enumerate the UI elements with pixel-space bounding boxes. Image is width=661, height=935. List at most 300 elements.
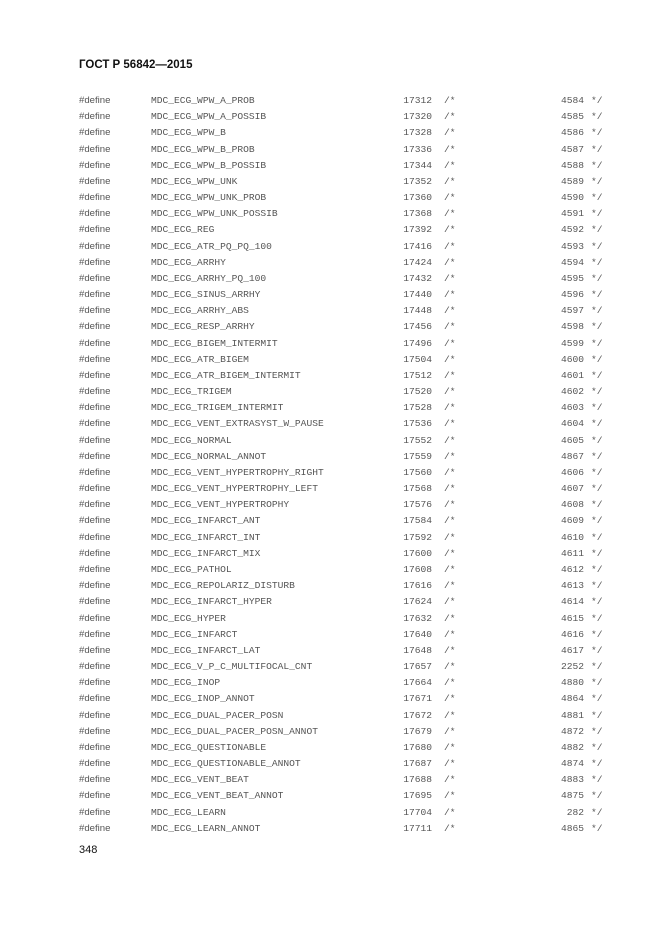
comment-number: 4872	[560, 725, 584, 737]
comment-open: /*	[444, 612, 456, 624]
constant-code: 17608	[403, 563, 432, 575]
constant-name: MDC_ECG_WPW_B_PROB	[151, 143, 255, 155]
define-row	[0, 661, 661, 677]
define-row	[0, 726, 661, 742]
define-row	[0, 111, 661, 127]
define-row	[0, 483, 661, 499]
comment-open: /*	[444, 305, 456, 317]
define-list	[0, 95, 661, 839]
comment-close: */	[591, 661, 603, 673]
constant-name: MDC_ECG_ATR_BIGEM_INTERMIT	[151, 369, 301, 381]
comment-number: 4594	[560, 256, 584, 268]
define-row	[0, 548, 661, 564]
define-row	[0, 613, 661, 629]
define-directive: #define	[79, 143, 111, 155]
comment-number: 4595	[560, 272, 584, 284]
define-row	[0, 564, 661, 580]
constant-code: 17416	[403, 240, 432, 252]
define-row	[0, 451, 661, 467]
constant-name: MDC_ECG_LEARN	[151, 806, 226, 818]
comment-open: /*	[444, 369, 456, 381]
comment-close: */	[591, 790, 603, 802]
comment-close: */	[591, 127, 603, 139]
define-directive: #define	[79, 450, 111, 462]
comment-number: 4596	[560, 289, 584, 301]
comment-open: /*	[444, 531, 456, 543]
define-row	[0, 418, 661, 434]
comment-close: */	[591, 628, 603, 640]
define-row	[0, 192, 661, 208]
define-row	[0, 402, 661, 418]
define-row	[0, 241, 661, 257]
comment-close: */	[591, 531, 603, 543]
comment-open: /*	[444, 709, 456, 721]
comment-open: /*	[444, 240, 456, 252]
constant-name: MDC_ECG_ATR_BIGEM	[151, 353, 249, 365]
comment-number: 4864	[560, 693, 584, 705]
define-directive: #define	[79, 725, 111, 737]
define-row	[0, 354, 661, 370]
constant-name: MDC_ECG_WPW_UNK_POSSIB	[151, 208, 278, 220]
constant-name: MDC_ECG_WPW_UNK_PROB	[151, 192, 267, 204]
constant-name: MDC_ECG_REG	[151, 224, 215, 236]
define-row	[0, 532, 661, 548]
constant-name: MDC_ECG_VENT_BEAT_ANNOT	[151, 790, 284, 802]
comment-close: */	[591, 612, 603, 624]
define-row	[0, 321, 661, 337]
comment-close: */	[591, 240, 603, 252]
comment-number: 4617	[560, 644, 584, 656]
define-directive: #define	[79, 434, 111, 446]
comment-number: 4593	[560, 240, 584, 252]
define-directive: #define	[79, 547, 111, 559]
constant-code: 17448	[403, 305, 432, 317]
comment-close: */	[591, 515, 603, 527]
comment-close: */	[591, 563, 603, 575]
constant-name: MDC_ECG_QUESTIONABLE_ANNOT	[151, 758, 301, 770]
constant-code: 17624	[403, 596, 432, 608]
comment-number: 4875	[560, 790, 584, 802]
define-directive: #define	[79, 353, 111, 365]
define-row	[0, 467, 661, 483]
comment-open: /*	[444, 563, 456, 575]
constant-code: 17320	[403, 111, 432, 123]
comment-close: */	[591, 111, 603, 123]
define-directive: #define	[79, 466, 111, 478]
comment-open: /*	[444, 774, 456, 786]
define-row	[0, 224, 661, 240]
define-directive: #define	[79, 159, 111, 171]
comment-number: 4865	[560, 822, 584, 834]
define-directive: #define	[79, 822, 111, 834]
define-directive: #define	[79, 806, 111, 818]
constant-code: 17352	[403, 175, 432, 187]
comment-open: /*	[444, 661, 456, 673]
constant-name: MDC_ECG_ARRHY_PQ_100	[151, 272, 267, 284]
constant-name: MDC_ECG_SINUS_ARRHY	[151, 289, 261, 301]
constant-name: MDC_ECG_INFARCT_ANT	[151, 515, 261, 527]
constant-name: MDC_ECG_REPOLARIZ_DISTURB	[151, 580, 295, 592]
comment-open: /*	[444, 758, 456, 770]
constant-code: 17616	[403, 580, 432, 592]
comment-close: */	[591, 725, 603, 737]
comment-open: /*	[444, 466, 456, 478]
constant-name: MDC_ECG_ARRHY_ABS	[151, 305, 249, 317]
constant-name: MDC_ECG_INOP_ANNOT	[151, 693, 255, 705]
comment-open: /*	[444, 159, 456, 171]
constant-code: 17679	[403, 725, 432, 737]
comment-close: */	[591, 208, 603, 220]
comment-open: /*	[444, 111, 456, 123]
constant-code: 17687	[403, 758, 432, 770]
define-row	[0, 807, 661, 823]
comment-open: /*	[444, 192, 456, 204]
constant-name: MDC_ECG_QUESTIONABLE	[151, 741, 267, 753]
define-row	[0, 338, 661, 354]
define-directive: #define	[79, 790, 111, 802]
comment-close: */	[591, 677, 603, 689]
comment-close: */	[591, 159, 603, 171]
comment-number: 4603	[560, 402, 584, 414]
comment-number: 4590	[560, 192, 584, 204]
constant-code: 17360	[403, 192, 432, 204]
comment-number: 4606	[560, 466, 584, 478]
define-row	[0, 127, 661, 143]
comment-number: 4614	[560, 596, 584, 608]
comment-close: */	[591, 822, 603, 834]
constant-code: 17440	[403, 289, 432, 301]
comment-open: /*	[444, 725, 456, 737]
define-directive: #define	[79, 127, 111, 139]
constant-name: MDC_ECG_BIGEM_INTERMIT	[151, 337, 278, 349]
define-row	[0, 370, 661, 386]
comment-open: /*	[444, 515, 456, 527]
constant-name: MDC_ECG_PATHOL	[151, 563, 232, 575]
comment-number: 4880	[560, 677, 584, 689]
define-directive: #define	[79, 693, 111, 705]
comment-number: 4586	[560, 127, 584, 139]
comment-number: 4611	[560, 547, 584, 559]
constant-name: MDC_ECG_V_P_C_MULTIFOCAL_CNT	[151, 661, 313, 673]
constant-code: 17504	[403, 353, 432, 365]
define-directive: #define	[79, 175, 111, 187]
comment-close: */	[591, 305, 603, 317]
comment-open: /*	[444, 483, 456, 495]
comment-number: 2252	[560, 661, 584, 673]
define-directive: #define	[79, 628, 111, 640]
define-directive: #define	[79, 272, 111, 284]
define-row	[0, 758, 661, 774]
define-directive: #define	[79, 774, 111, 786]
comment-open: /*	[444, 693, 456, 705]
comment-close: */	[591, 369, 603, 381]
define-row	[0, 144, 661, 160]
comment-open: /*	[444, 224, 456, 236]
comment-number: 4588	[560, 159, 584, 171]
comment-number: 4584	[560, 95, 584, 106]
comment-open: /*	[444, 353, 456, 365]
define-row	[0, 208, 661, 224]
define-directive: #define	[79, 515, 111, 527]
constant-name: MDC_ECG_INFARCT_LAT	[151, 644, 261, 656]
constant-code: 17559	[403, 450, 432, 462]
define-row	[0, 790, 661, 806]
constant-name: MDC_ECG_INFARCT_INT	[151, 531, 261, 543]
define-row	[0, 580, 661, 596]
comment-number: 4607	[560, 483, 584, 495]
constant-code: 17688	[403, 774, 432, 786]
constant-code: 17657	[403, 661, 432, 673]
constant-code: 17695	[403, 790, 432, 802]
comment-open: /*	[444, 256, 456, 268]
comment-number: 4597	[560, 305, 584, 317]
define-row	[0, 774, 661, 790]
constant-name: MDC_ECG_NORMAL_ANNOT	[151, 450, 267, 462]
comment-close: */	[591, 272, 603, 284]
comment-number: 4599	[560, 337, 584, 349]
constant-name: MDC_ECG_VENT_HYPERTROPHY	[151, 499, 290, 511]
define-row	[0, 677, 661, 693]
define-directive: #define	[79, 661, 111, 673]
constant-code: 17528	[403, 402, 432, 414]
comment-number: 4881	[560, 709, 584, 721]
comment-close: */	[591, 580, 603, 592]
define-row	[0, 742, 661, 758]
comment-open: /*	[444, 95, 456, 106]
define-row	[0, 176, 661, 192]
define-directive: #define	[79, 499, 111, 511]
comment-number: 4608	[560, 499, 584, 511]
comment-number: 4585	[560, 111, 584, 123]
constant-name: MDC_ECG_DUAL_PACER_POSN_ANNOT	[151, 725, 318, 737]
comment-close: */	[591, 386, 603, 398]
define-directive: #define	[79, 580, 111, 592]
constant-name: MDC_ECG_WPW_B_POSSIB	[151, 159, 267, 171]
comment-close: */	[591, 644, 603, 656]
constant-name: MDC_ECG_VENT_EXTRASYST_W_PAUSE	[151, 418, 324, 430]
constant-code: 17432	[403, 272, 432, 284]
constant-code: 17456	[403, 321, 432, 333]
comment-close: */	[591, 402, 603, 414]
comment-number: 282	[566, 806, 584, 818]
comment-close: */	[591, 466, 603, 478]
define-row	[0, 257, 661, 273]
comment-open: /*	[444, 143, 456, 155]
comment-open: /*	[444, 272, 456, 284]
comment-close: */	[591, 95, 603, 106]
define-directive: #define	[79, 612, 111, 624]
constant-code: 17592	[403, 531, 432, 543]
define-row	[0, 823, 661, 839]
comment-number: 4587	[560, 143, 584, 155]
comment-close: */	[591, 321, 603, 333]
define-directive: #define	[79, 402, 111, 414]
comment-close: */	[591, 418, 603, 430]
comment-open: /*	[444, 418, 456, 430]
comment-number: 4609	[560, 515, 584, 527]
define-row	[0, 435, 661, 451]
constant-name: MDC_ECG_INOP	[151, 677, 221, 689]
comment-number: 4874	[560, 758, 584, 770]
constant-code: 17512	[403, 369, 432, 381]
constant-code: 17711	[403, 822, 432, 834]
define-directive: #define	[79, 531, 111, 543]
comment-open: /*	[444, 644, 456, 656]
define-directive: #define	[79, 709, 111, 721]
constant-name: MDC_ECG_ARRHY	[151, 256, 226, 268]
constant-name: MDC_ECG_VENT_HYPERTROPHY_LEFT	[151, 483, 318, 495]
constant-code: 17584	[403, 515, 432, 527]
comment-open: /*	[444, 127, 456, 139]
constant-name: MDC_ECG_WPW_B	[151, 127, 226, 139]
comment-close: */	[591, 774, 603, 786]
constant-name: MDC_ECG_HYPER	[151, 612, 226, 624]
define-directive: #define	[79, 95, 111, 106]
define-directive: #define	[79, 596, 111, 608]
comment-close: */	[591, 596, 603, 608]
define-row	[0, 305, 661, 321]
constant-name: MDC_ECG_INFARCT_MIX	[151, 547, 261, 559]
comment-close: */	[591, 483, 603, 495]
comment-open: /*	[444, 499, 456, 511]
comment-open: /*	[444, 580, 456, 592]
define-directive: #define	[79, 192, 111, 204]
constant-name: MDC_ECG_TRIGEM_INTERMIT	[151, 402, 284, 414]
comment-close: */	[591, 353, 603, 365]
comment-number: 4604	[560, 418, 584, 430]
constant-name: MDC_ECG_WPW_UNK	[151, 175, 238, 187]
comment-open: /*	[444, 434, 456, 446]
constant-code: 17671	[403, 693, 432, 705]
constant-name: MDC_ECG_DUAL_PACER_POSN	[151, 709, 284, 721]
comment-number: 4613	[560, 580, 584, 592]
define-directive: #define	[79, 240, 111, 252]
comment-number: 4616	[560, 628, 584, 640]
comment-number: 4591	[560, 208, 584, 220]
constant-code: 17560	[403, 466, 432, 478]
comment-number: 4589	[560, 175, 584, 187]
comment-number: 4605	[560, 434, 584, 446]
comment-close: */	[591, 709, 603, 721]
comment-number: 4612	[560, 563, 584, 575]
constant-code: 17576	[403, 499, 432, 511]
comment-open: /*	[444, 790, 456, 802]
constant-code: 17704	[403, 806, 432, 818]
comment-number: 4615	[560, 612, 584, 624]
define-directive: #define	[79, 256, 111, 268]
constant-code: 17664	[403, 677, 432, 689]
define-directive: #define	[79, 386, 111, 398]
comment-open: /*	[444, 596, 456, 608]
constant-code: 17392	[403, 224, 432, 236]
comment-close: */	[591, 143, 603, 155]
constant-name: MDC_ECG_LEARN_ANNOT	[151, 822, 261, 834]
define-directive: #define	[79, 677, 111, 689]
constant-name: MDC_ECG_INFARCT_HYPER	[151, 596, 272, 608]
comment-open: /*	[444, 741, 456, 753]
constant-name: MDC_ECG_INFARCT	[151, 628, 238, 640]
comment-open: /*	[444, 337, 456, 349]
constant-name: MDC_ECG_TRIGEM	[151, 386, 232, 398]
comment-open: /*	[444, 386, 456, 398]
page-header-title: ГОСТ Р 56842—2015	[79, 59, 193, 71]
comment-close: */	[591, 758, 603, 770]
comment-open: /*	[444, 321, 456, 333]
define-row	[0, 710, 661, 726]
comment-open: /*	[444, 628, 456, 640]
define-row	[0, 515, 661, 531]
comment-close: */	[591, 499, 603, 511]
define-row	[0, 645, 661, 661]
constant-code: 17680	[403, 741, 432, 753]
define-directive: #define	[79, 758, 111, 770]
constant-code: 17552	[403, 434, 432, 446]
comment-close: */	[591, 337, 603, 349]
comment-number: 4610	[560, 531, 584, 543]
constant-name: MDC_ECG_VENT_BEAT	[151, 774, 249, 786]
constant-code: 17672	[403, 709, 432, 721]
comment-open: /*	[444, 175, 456, 187]
constant-name: MDC_ECG_NORMAL	[151, 434, 232, 446]
comment-close: */	[591, 192, 603, 204]
comment-close: */	[591, 693, 603, 705]
comment-close: */	[591, 289, 603, 301]
define-directive: #define	[79, 483, 111, 495]
define-row	[0, 629, 661, 645]
define-directive: #define	[79, 418, 111, 430]
comment-open: /*	[444, 450, 456, 462]
comment-close: */	[591, 806, 603, 818]
comment-open: /*	[444, 806, 456, 818]
constant-name: MDC_ECG_WPW_A_POSSIB	[151, 111, 267, 123]
define-directive: #define	[79, 289, 111, 301]
constant-name: MDC_ECG_ATR_PQ_PQ_100	[151, 240, 272, 252]
constant-name: MDC_ECG_RESP_ARRHY	[151, 321, 255, 333]
define-directive: #define	[79, 563, 111, 575]
define-row	[0, 386, 661, 402]
comment-open: /*	[444, 677, 456, 689]
constant-code: 17536	[403, 418, 432, 430]
constant-code: 17568	[403, 483, 432, 495]
comment-number: 4601	[560, 369, 584, 381]
comment-open: /*	[444, 822, 456, 834]
comment-close: */	[591, 741, 603, 753]
constant-code: 17632	[403, 612, 432, 624]
define-directive: #define	[79, 224, 111, 236]
constant-code: 17520	[403, 386, 432, 398]
constant-code: 17496	[403, 337, 432, 349]
define-directive: #define	[79, 644, 111, 656]
comment-close: */	[591, 256, 603, 268]
constant-name: MDC_ECG_WPW_A_PROB	[151, 95, 255, 106]
define-row	[0, 693, 661, 709]
comment-number: 4602	[560, 386, 584, 398]
comment-number: 4600	[560, 353, 584, 365]
comment-number: 4882	[560, 741, 584, 753]
comment-number: 4883	[560, 774, 584, 786]
constant-code: 17368	[403, 208, 432, 220]
define-directive: #define	[79, 111, 111, 123]
define-row	[0, 499, 661, 515]
comment-open: /*	[444, 402, 456, 414]
constant-code: 17424	[403, 256, 432, 268]
define-directive: #define	[79, 305, 111, 317]
comment-close: */	[591, 434, 603, 446]
define-row	[0, 596, 661, 612]
comment-open: /*	[444, 547, 456, 559]
constant-code: 17328	[403, 127, 432, 139]
define-row	[0, 289, 661, 305]
